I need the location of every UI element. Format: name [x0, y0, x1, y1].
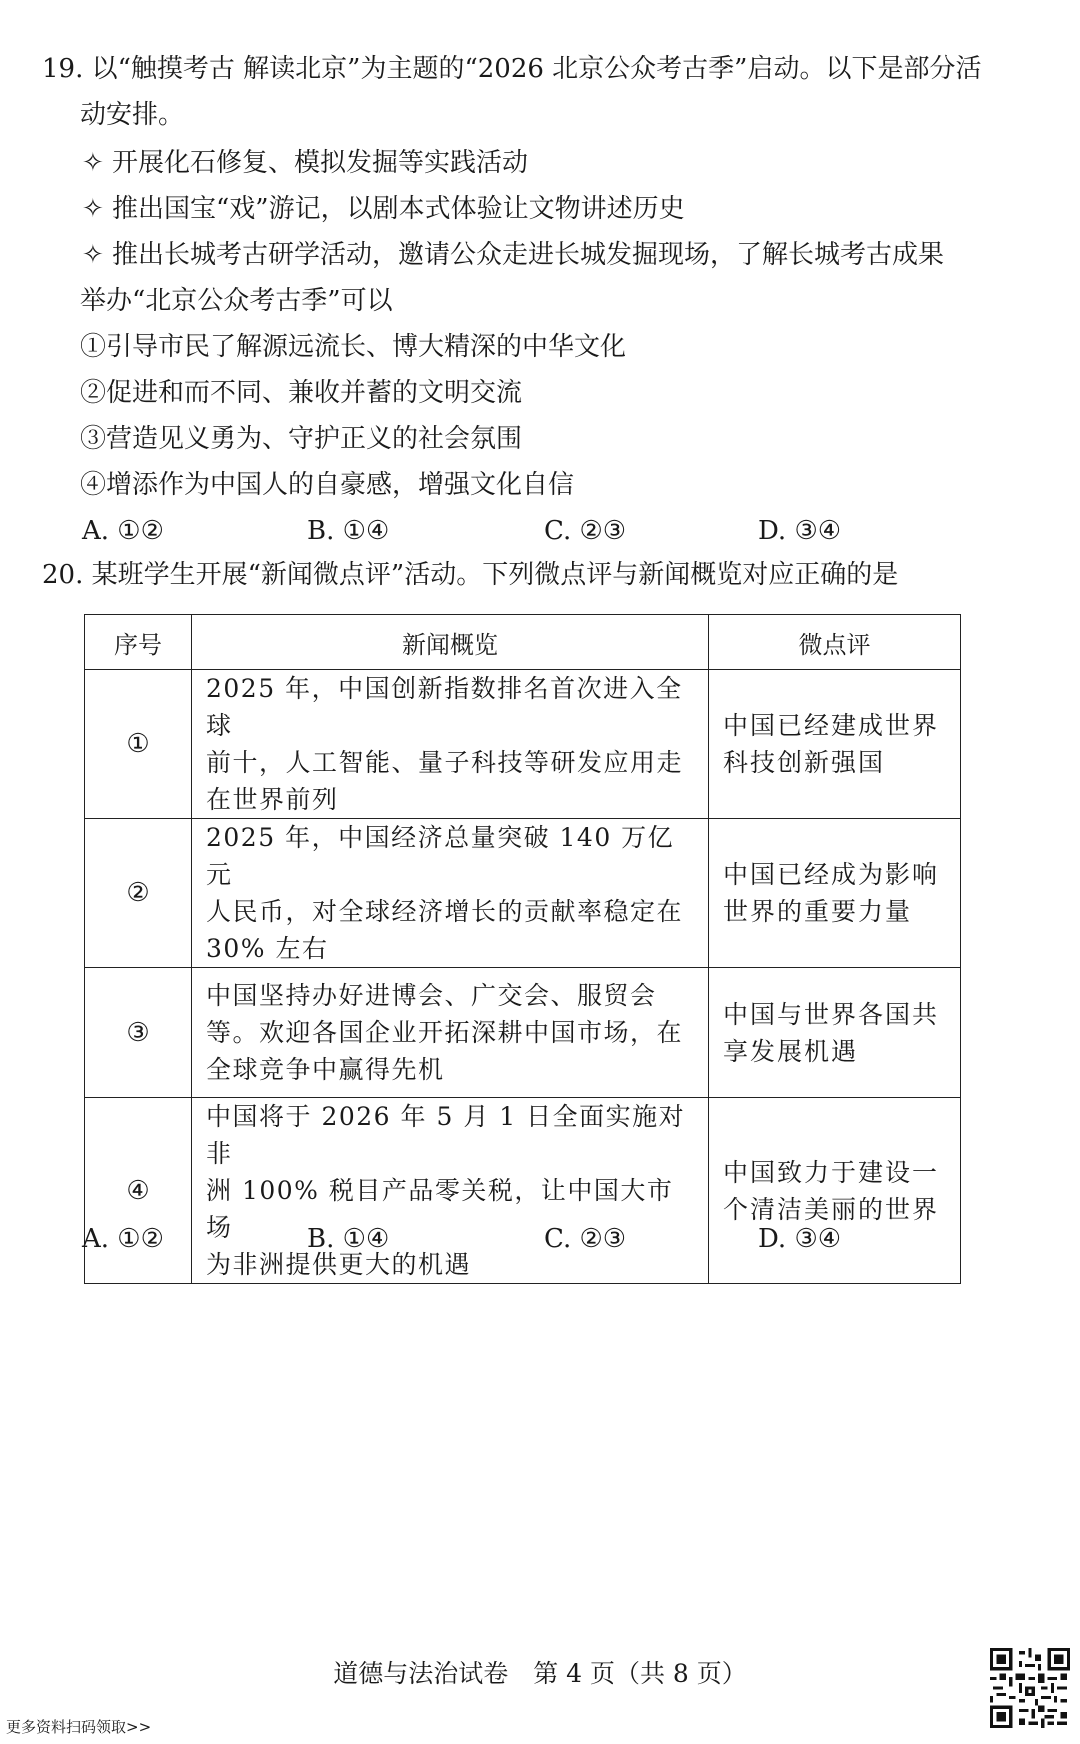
comment-line: 中国已经建成世界 — [723, 711, 940, 740]
table-header-row — [85, 615, 961, 670]
q19-statement-2: ②促进和而不同、兼收并蓄的文明交流 — [80, 378, 523, 408]
news-overview — [192, 670, 709, 819]
q19-stem-line2: 动安排。 — [80, 100, 185, 130]
q19-statement-4: ④增添作为中国人的自豪感，增强文化自信 — [80, 470, 575, 500]
overview-line: 中国坚持办好进博会、广交会、服贸会 — [206, 981, 657, 1010]
news-overview — [192, 1098, 709, 1284]
overview-line: 人民币，对全球经济增长的贡献率稳定在 — [206, 897, 684, 926]
row-number: ② — [85, 819, 192, 968]
header-overview: 新闻概览 — [192, 615, 709, 670]
table-row — [85, 819, 961, 968]
q19-activity-3 — [82, 238, 944, 272]
overview-line: 前十，人工智能、量子科技等研发应用走 — [206, 748, 684, 777]
q20-option-c: C. ②③ — [544, 1224, 627, 1254]
overview-line: 30% 左右 — [206, 934, 329, 963]
row-number: ③ — [85, 968, 192, 1098]
q19-statement-1: ①引导市民了解源远流长、博大精深的中华文化 — [80, 332, 627, 362]
q19-stem-line1: 19. 以“触摸考古 解读北京”为主题的“2026 北京公众考古季”启动。以下是部分活 — [42, 54, 982, 84]
overview-line: 中国将于 2026 年 5 月 1 日全面实施对非 — [206, 1102, 686, 1168]
overview-line: 洲 100% 税目产品零关税，让中国大市场 — [206, 1176, 674, 1242]
comment-line: 中国致力于建设一 — [723, 1157, 940, 1187]
comment-line: 中国与世界各国共 — [723, 999, 940, 1029]
q19-option-c: C. ②③ — [544, 516, 627, 546]
comment-line: 中国已经成为影响 — [723, 860, 940, 889]
q19-option-b: B. ①④ — [307, 516, 390, 546]
news-table — [84, 614, 961, 1284]
overview-line: 等。欢迎各国企业开拓深耕中国市场，在 — [206, 1018, 684, 1047]
micro-comment — [709, 670, 961, 819]
q19-activity-2 — [82, 192, 685, 226]
q19-activity-text: 推出长城考古研学活动，邀请公众走进长城发掘现场，了解长城考古成果 — [112, 240, 945, 270]
q20-option-b: B. ①④ — [307, 1224, 390, 1254]
q20-option-d: D. ③④ — [758, 1224, 842, 1254]
diamond-bullet-icon: ✧ — [82, 240, 104, 270]
overview-line: 全球竞争中赢得先机 — [206, 1055, 445, 1084]
diamond-bullet-icon: ✧ — [82, 194, 104, 224]
q19-activity-text: 推出国宝“戏”游记，以剧本式体验让文物讲述历史 — [112, 194, 685, 224]
header-comment: 微点评 — [709, 615, 961, 670]
q20-stem: 20. 某班学生开展“新闻微点评”活动。下列微点评与新闻概览对应正确的是 — [42, 560, 899, 590]
row-number: ① — [85, 670, 192, 819]
q19-option-d: D. ③④ — [758, 516, 842, 546]
micro-comment — [709, 819, 961, 968]
micro-comment — [709, 968, 961, 1098]
q19-question-stem: 举办“北京公众考古季”可以 — [80, 286, 393, 316]
comment-line: 科技创新强国 — [723, 748, 886, 777]
table-row — [85, 670, 961, 819]
q19-activity-1 — [82, 146, 528, 180]
comment-line: 世界的重要力量 — [723, 897, 913, 926]
qr-code-icon[interactable] — [990, 1648, 1070, 1728]
row-number: ④ — [85, 1098, 192, 1284]
table-row — [85, 968, 961, 1098]
overview-line: 2025 年，中国创新指数排名首次进入全球 — [206, 674, 683, 740]
overview-line: 在世界前列 — [206, 785, 339, 814]
news-overview — [192, 819, 709, 968]
header-number: 序号 — [85, 615, 192, 670]
comment-line: 个清洁美丽的世界 — [723, 1194, 940, 1224]
overview-line: 2025 年，中国经济总量突破 140 万亿元 — [206, 823, 675, 889]
overview-line: 为非洲提供更大的机遇 — [206, 1250, 472, 1279]
comment-line: 享发展机遇 — [723, 1036, 859, 1066]
q19-option-a: A. ①② — [82, 516, 164, 546]
q20-option-a: A. ①② — [82, 1224, 164, 1254]
more-resources-link[interactable]: 更多资料扫码领取>> — [6, 1718, 152, 1736]
page-footer: 道德与法治试卷 第 4 页（共 8 页） — [333, 1659, 747, 1688]
q19-statement-3: ③营造见义勇为、守护正义的社会氛围 — [80, 424, 523, 454]
diamond-bullet-icon: ✧ — [82, 148, 104, 178]
news-overview — [192, 968, 709, 1098]
q19-activity-text: 开展化石修复、模拟发掘等实践活动 — [112, 148, 529, 178]
